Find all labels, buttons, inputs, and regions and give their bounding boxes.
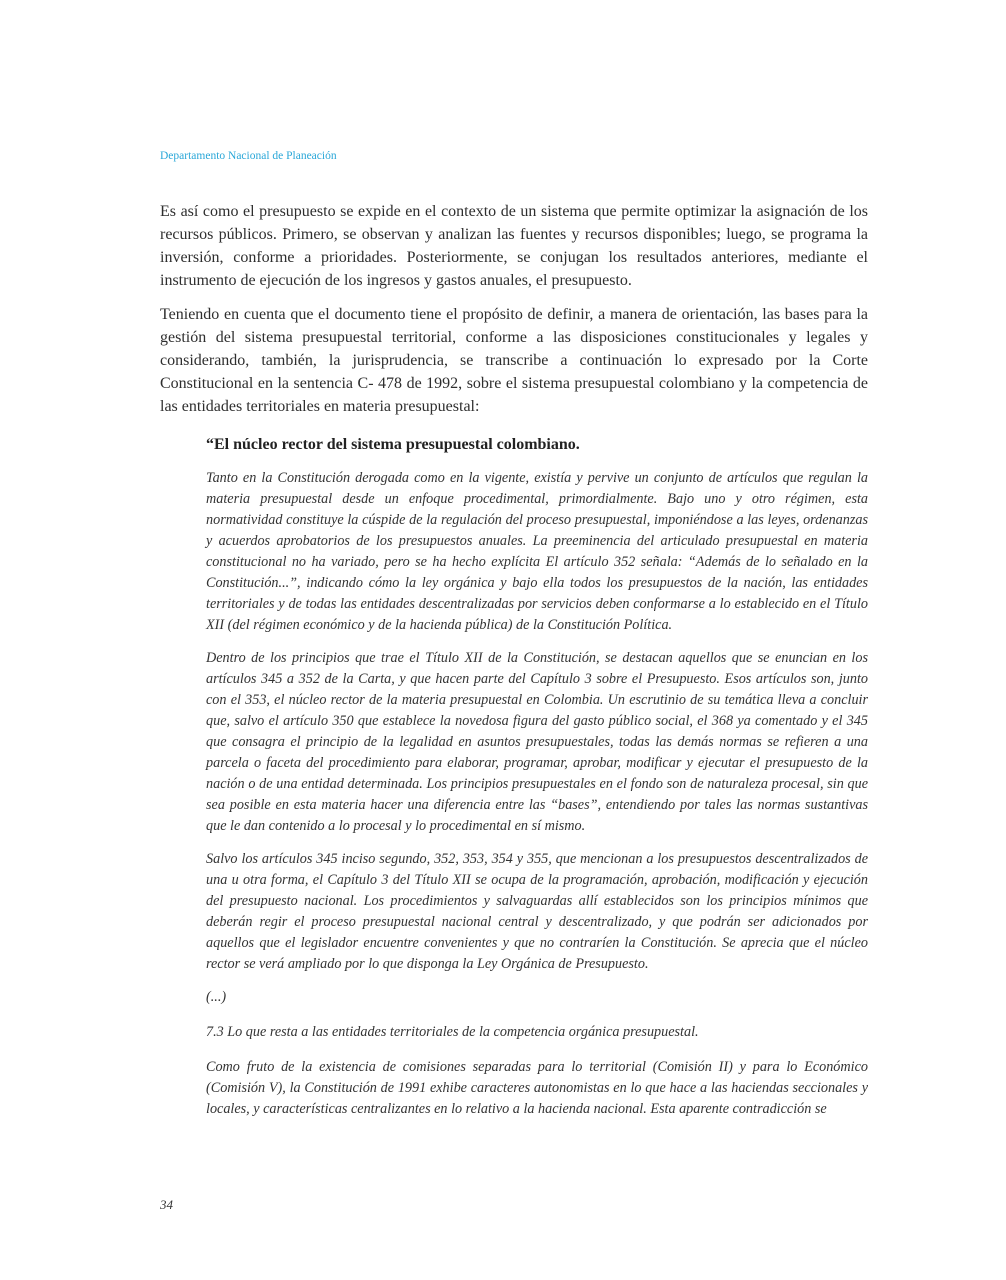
page-number: 34 [160, 1197, 173, 1212]
quote-ellipsis: (...) [206, 989, 227, 1005]
quote-closing-paragraph: Como fruto de la existencia de comisiones separadas para lo territorial (Comisión II) y para lo Económico (Comisión V), la Constitución de 1991 exhibe caracteres autonomistas en lo que hace a las haciendas seccionales y locales, y características centralizantes en lo relativo a la hacienda nacional. Esta aparente contradicción se [206, 1059, 868, 1117]
quote-paragraph: Salvo los artículos 345 inciso segundo, 352, 353, 354 y 355, que mencionan a los presupuestos descentralizados de una u otra forma, el Capítulo 3 del Título XII se ocupa de la programación, aprobación, modificación y ejecución del presupuesto nacional. Los procedimientos y salvaguardas allí establecidos son los principios mínimos que deberán regir el proceso presupuestal nacional central y descentralizado, y que podrán ser adicionados por aquellos que el legislador encuentre convenientes y que no contraríen la Constitución. Se aprecia que el núcleo rector se verá ampliado por lo que disponga la Ley Orgánica de Presupuesto. [206, 851, 868, 972]
running-header: Departamento Nacional de Planeación [160, 150, 337, 162]
body-text [160, 200, 868, 1132]
intro-paragraph: Es así como el presupuesto se expide en el contexto de un sistema que permite optimizar la asignación de los recursos públicos. Primero, se observan y analizan las fuentes y recursos disponibles; luego, se programa la inversión, conforme a prioridades. Posteriormente, se conjugan los resultados anteriores, mediante el instrumento de ejecución de los ingresos y gastos anuales, el presupuesto. [160, 203, 868, 289]
quote-subtitle: 7.3 Lo que resta a las entidades territoriales de la competencia orgánica presupuestal. [206, 1024, 699, 1040]
quote-title: “El núcleo rector del sistema presupuestal colombiano. [206, 436, 580, 453]
court-quote [206, 434, 868, 1120]
context-paragraph: Teniendo en cuenta que el documento tiene el propósito de definir, a manera de orientación, las bases para la gestión del sistema presupuestal territorial, conforme a las disposiciones constitucionales y legales y considerando, también, la jurisprudencia, se transcribe a continuación lo expresado por la Corte Constitucional en la sentencia C- 478 de 1992, sobre el sistema presupuestal colombiano y la competencia de las entidades territoriales en materia presupuestal: [160, 306, 868, 415]
quote-paragraph: Dentro de los principios que trae el Título XII de la Constitución, se destacan aquellos que se enuncian en los artículos 345 a 352 de la Carta, y que hacen parte del Capítulo 3 sobre el Presupuesto. Esos artículos son, junto con el 353, el núcleo rector de la materia presupuestal en Colombia. Un escrutinio de su temática lleva a concluir que, salvo el artículo 350 que establece la novedosa figura del gasto público social, el 368 ya comentado y el 345 que consagra el principio de la legalidad en asuntos presupuestales, todas las demás normas se refieren a una parcela o faceta del procedimiento para elaborar, programar, aprobar, modificar y ejecutar el presupuesto de la nación o de una entidad determinada. Los principios presupuestales en el fondo son de naturaleza procesal, sin que sea posible en esta materia hacer una diferencia entre las “bases”, entendiendo por tales las normas sustantivas que le dan contenido a lo procesal y lo procedimental en sí mismo. [206, 650, 868, 834]
quote-paragraph: Tanto en la Constitución derogada como en la vigente, existía y pervive un conjunto de artículos que regulan la materia presupuestal desde un enfoque procedimental, primordialmente. Bajo uno y otro régimen, esta normatividad constituye la cúspide de la regulación del proceso presupuestal, imponiéndose a las leyes, ordenanzas y acuerdos aprobatorios de los presupuestos anuales. La preeminencia del articulado presupuestal en materia constitucional no ha variado, pero se ha hecho explícita El artículo 352 señala: “Además de lo señalado en la Constitución...”, indicando cómo la ley orgánica y bajo ella todos los presupuestos de la nación, las entidades territoriales y de todas las entidades descentralizadas por servicios deben conformarse a lo establecido en el Título XII (del régimen económico y de la hacienda pública) de la Constitución Política. [206, 470, 868, 633]
